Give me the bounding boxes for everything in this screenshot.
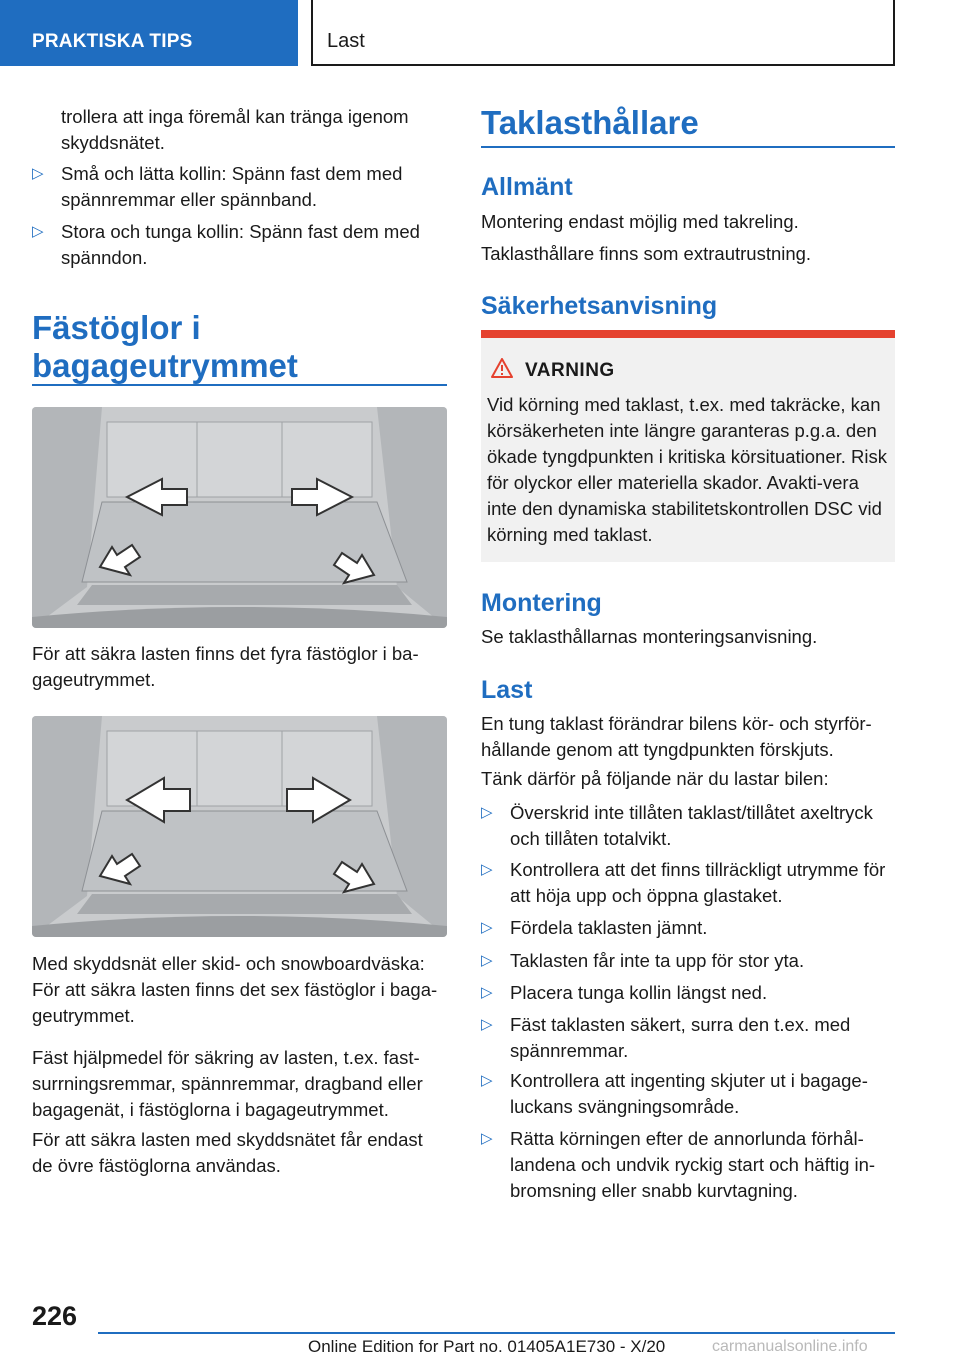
list-item [32,219,447,271]
list-item [481,1126,895,1204]
paragraph: En tung taklast förändrar bilens kör- och styrför-hållande genom att tyngdpunkten förskjuts. [481,713,872,760]
trunk-photo-six-eyelets [32,716,447,937]
list-item-text: Fördela taklasten jämnt. [510,917,708,938]
subheading-safety: Säkerhetsanvisning [481,292,718,320]
list-item [481,948,895,974]
paragraph: Fäst hjälpmedel för säkring av lasten, t.ex. fast-surrningsremmar, spännremmar, dragband eller bagagenät, i fästöglorna i bagageutrymmet. [32,1047,423,1120]
list-item [32,161,447,213]
triangle-right-icon: ▷ [481,804,493,821]
subheading-allmant: Allmänt [481,173,573,201]
triangle-right-icon: ▷ [481,919,493,936]
paragraph: Montering endast möjlig med takreling. [481,211,799,232]
subheading-montering: Montering [481,589,602,617]
edition-text: Online Edition for Part no. 01405A1E730 - X/20 [308,1337,666,1356]
triangle-right-icon: ▷ [481,984,493,1001]
paragraph: Tänk därför på följande när du lastar bilen: [481,768,829,789]
warning-triangle-icon [491,358,513,378]
section-heading-line: bagageutrymmet [32,347,298,384]
list-item-text: Fäst taklasten säkert, surra den t.ex. med spännremmar. [510,1014,851,1061]
list-item [481,980,895,1006]
section-tab: PRAKTISKA TIPS [0,0,298,66]
list-item [481,915,895,941]
page-number: 226 [32,1301,78,1331]
warning-bar [481,330,895,338]
triangle-right-icon: ▷ [481,861,493,878]
list-item [481,800,895,852]
warning-text: Vid körning med taklast, t.ex. med takräcke, kan körsäkerheten inte längre garanteras p.g.a. den ökade tyngdpunkten i kritiska körsituationer. Risk för olyckor eller materiella skador. Avakti-vera inte den dynamiska stabilitetskontrollen DSC vid körning med taklast. [487,394,888,545]
warning-box [481,330,895,562]
triangle-right-icon: ▷ [481,952,493,969]
watermark: carmanualsonline.info [712,1338,868,1355]
paragraph: Se taklasthållarnas monteringsanvisning. [481,626,818,647]
trunk-illustration [32,716,447,937]
list-item-text: Placera tunga kollin längst ned. [510,982,768,1003]
continued-text: trollera att inga föremål kan tränga igenom skyddsnätet. [61,106,409,153]
heading-rule [32,384,447,386]
list-item-text: Små och lätta kollin: Spänn fast dem med spännremmar eller spännband. [61,163,403,210]
triangle-right-icon: ▷ [32,223,44,240]
heading-rule [481,146,895,148]
caption-four-eyelets: För att säkra lasten finns det fyra fästöglor i ba-gageutrymmet. [32,643,419,690]
section-heading [32,309,447,385]
topic-label: Last [327,30,365,52]
list-item-text: Stora och tunga kollin: Spänn fast dem med spänndon. [61,221,420,268]
list-item-text: Kontrollera att ingenting skjuter ut i bagage-luckans svängningsområde. [510,1070,868,1117]
section-heading-line: Fästöglor i [32,309,201,346]
list-item-text: Taklasten får inte ta upp för stor yta. [510,950,805,971]
list-item [481,857,895,909]
warning-title: VARNING [525,360,615,381]
caption-six-eyelets: Med skyddsnät eller skid- och snowboardväska: För att säkra lasten finns det sex fästöglor i baga-geutrymmet. [32,953,438,1026]
list-item-text: Rätta körningen efter de annorlunda förhål-landena och undvik ryckig start och häftig in-bromsning eller snabb kurvtagning. [510,1128,876,1201]
paragraph: Taklasthållare finns som extrautrustning. [481,243,812,264]
list-item [481,1068,895,1120]
triangle-right-icon: ▷ [32,165,44,182]
subheading-last: Last [481,676,533,704]
page-title: Taklasthållare [481,104,699,141]
trunk-illustration [32,407,447,628]
paragraph: För att säkra lasten med skyddsnätet får endast de övre fästöglorna användas. [32,1129,423,1176]
triangle-right-icon: ▷ [481,1016,493,1033]
list-item [481,1012,895,1064]
trunk-photo-four-eyelets [32,407,447,628]
list-item-text: Överskrid inte tillåten taklast/tillåtet axeltryck och tillåten totalvikt. [510,802,873,849]
triangle-right-icon: ▷ [481,1130,493,1147]
footer-rule [98,1332,895,1334]
topic-box [311,0,895,66]
triangle-right-icon: ▷ [481,1072,493,1089]
list-item-text: Kontrollera att det finns tillräckligt utrymme för att höja upp och öppna glastaket. [510,859,886,906]
